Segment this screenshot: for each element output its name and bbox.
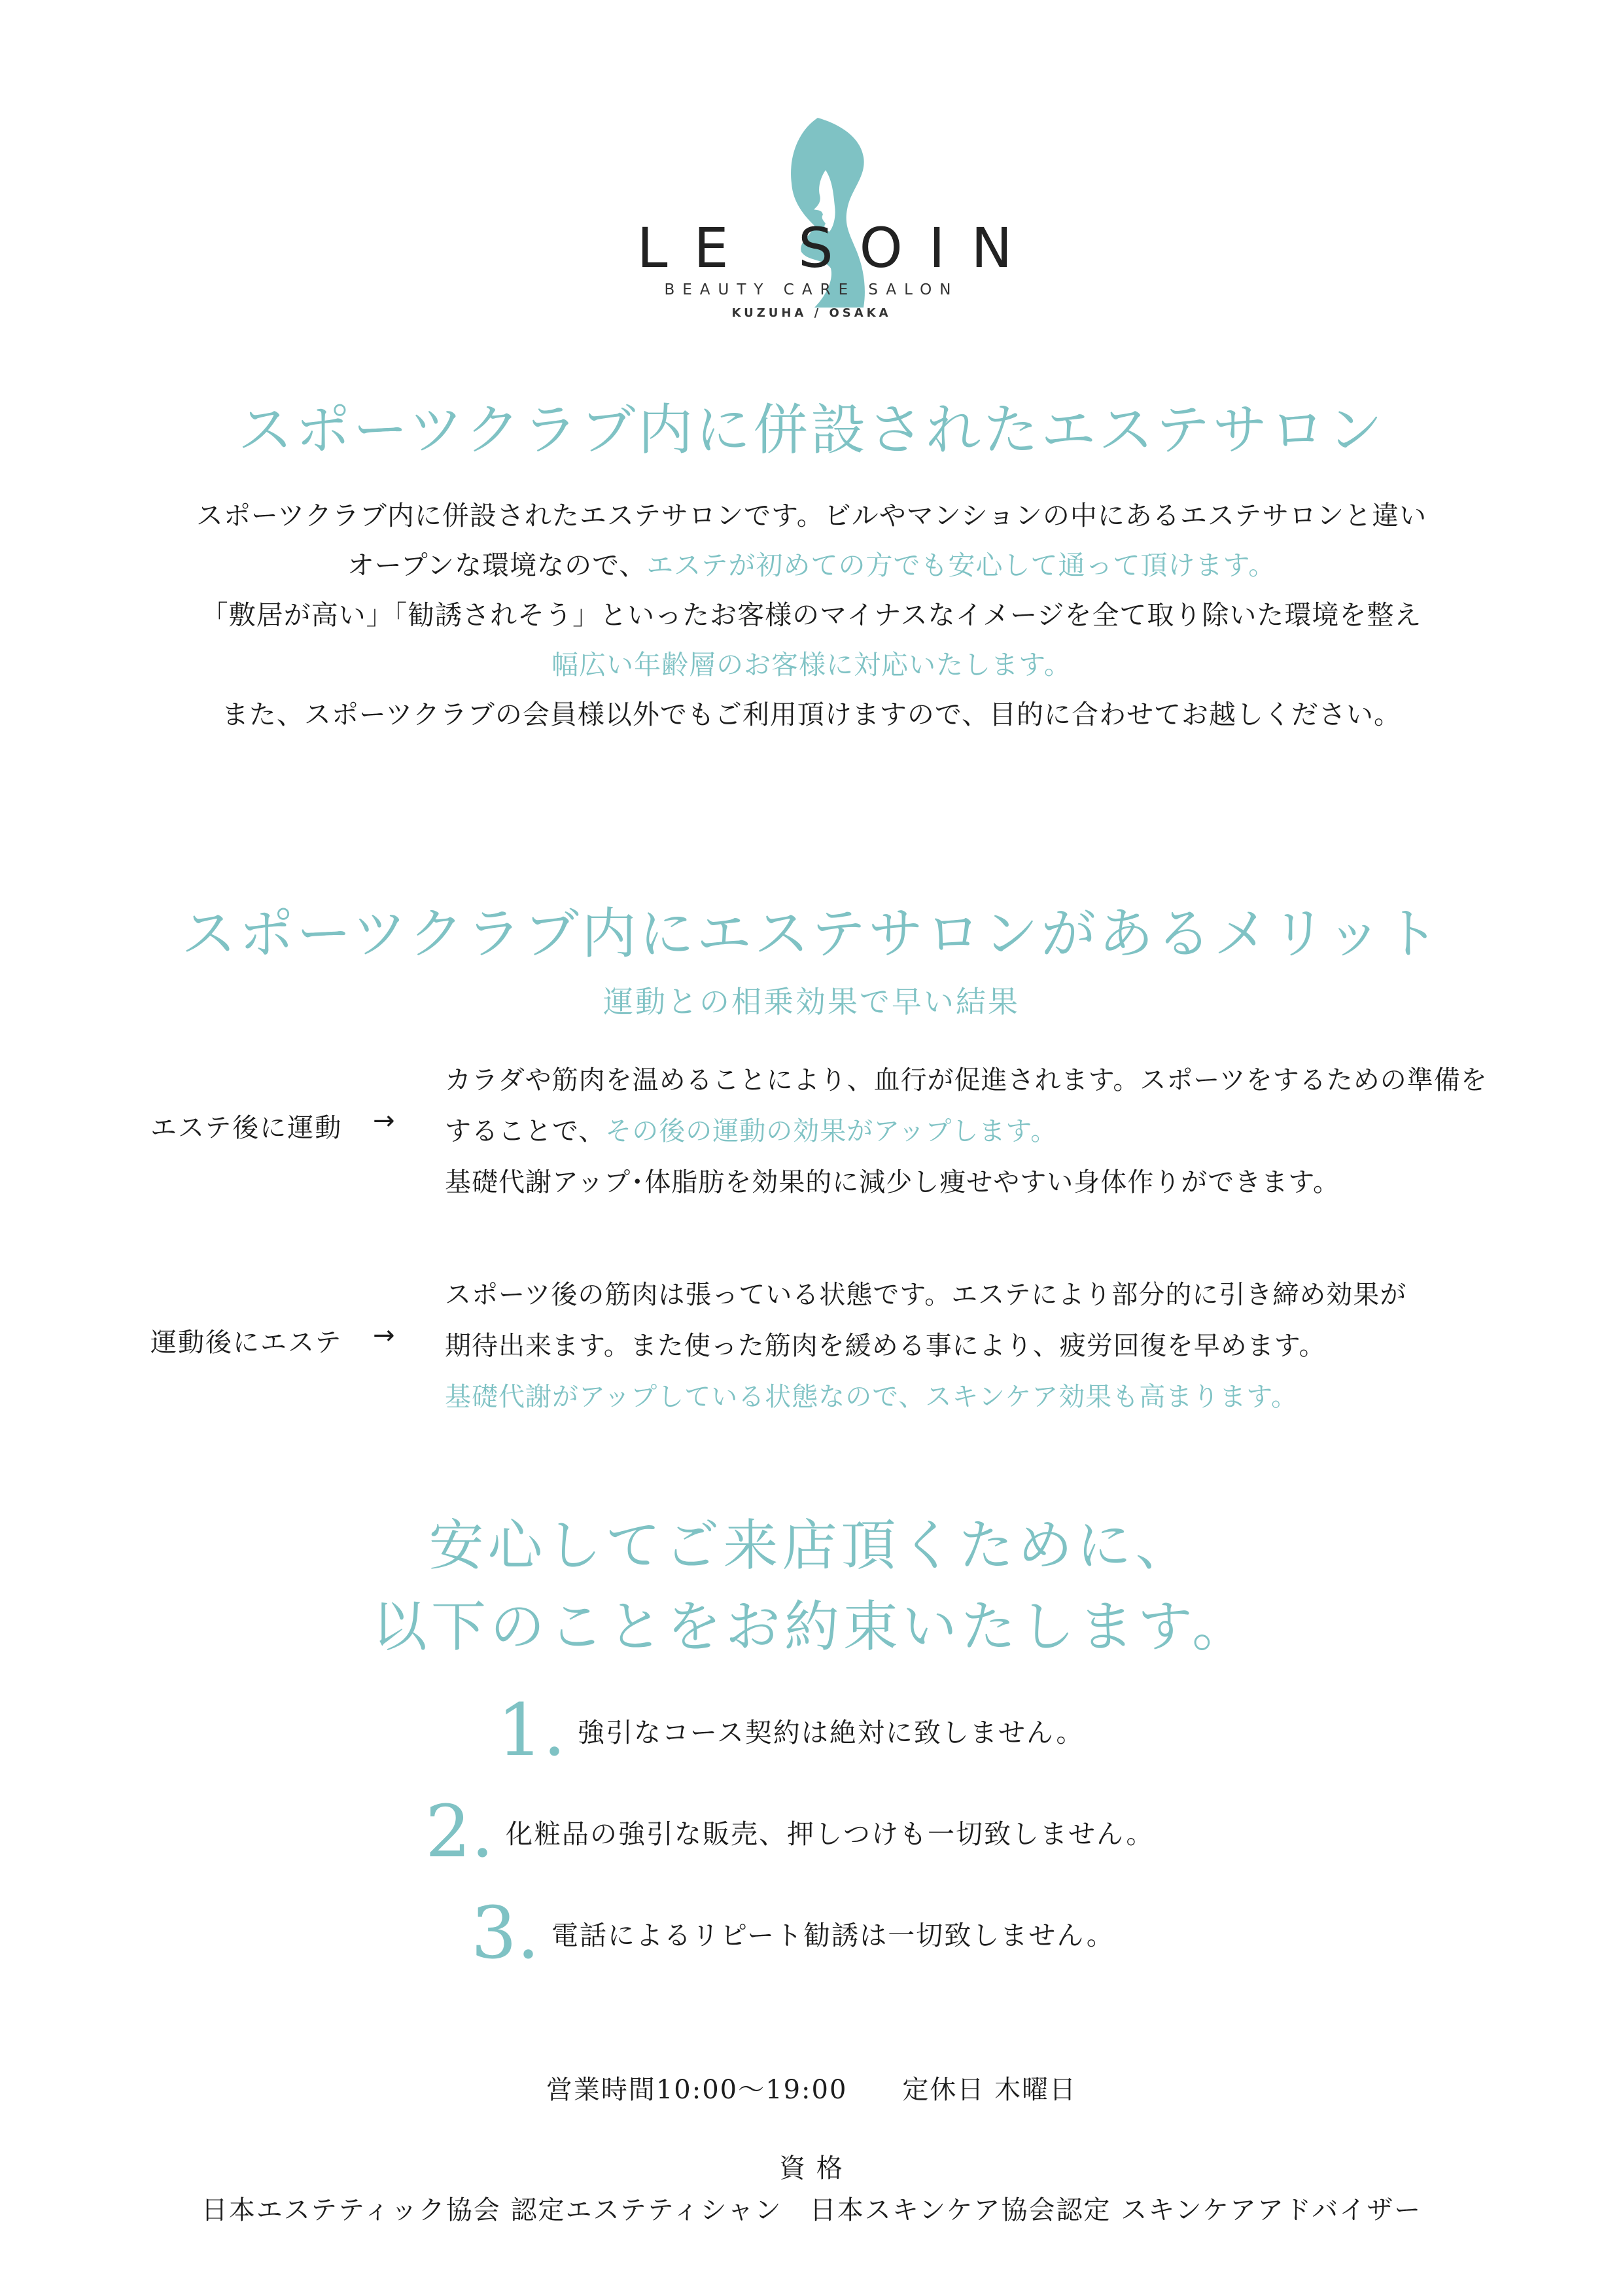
promise-heading: 安心してご来店頂くために、 以下のことをお約束いたします。	[372, 1513, 1251, 1659]
promise-item-1	[497, 1688, 1084, 1772]
merit-label-2: 運動後にエステ	[150, 1328, 343, 1358]
brand-subtitle: BEAUTY CARE SALON	[664, 281, 959, 298]
qualifications: 日本エステティック協会 認定エステティシャン 日本スキンケア協会認定 スキンケアアドバイザー	[201, 2195, 1422, 2225]
brand-location: KUZUHA / OSAKA	[731, 306, 892, 320]
business-hours: 営業時間10:00～19:00 定休日 木曜日	[546, 2075, 1077, 2105]
promise-item-2	[425, 1790, 1154, 1873]
promise-item-3	[471, 1891, 1115, 1975]
brand-name: LE SOIN	[637, 216, 1039, 280]
promise-number: 3.	[471, 1891, 540, 1975]
intro-line-5: また、スポーツクラブの会員様以外でもご利用頂けますので、目的に合わせてお越しください。	[221, 699, 1402, 730]
merit-label-1: エステ後に運動	[150, 1113, 343, 1143]
intro-line-4: 幅広い年齢層のお客様に対応いたします。	[551, 649, 1072, 680]
intro-heading: スポーツクラブ内に併設されたエステサロン	[237, 398, 1386, 462]
intro-line-3: 「敷居が高い」「勧誘されそう」といったお客様のマイナスなイメージを全て取り除いた環境を整え	[201, 599, 1422, 631]
arrow-icon: →	[373, 1320, 395, 1351]
merit-body-2: スポーツ後の筋肉は張っている状態です。エステにより部分的に引き締め効果が 期待出来ます。また使った筋肉を緩める事により、疲労回復を早めます。 基礎代謝がアップしている状態なので、スキンケア効果も高まります。	[445, 1280, 1407, 1412]
promise-number: 1.	[497, 1688, 566, 1772]
merit-heading: スポーツクラブ内にエステサロンがあるメリット	[181, 902, 1442, 966]
arrow-icon: →	[373, 1106, 395, 1136]
intro-line-2: オープンな環境なので、エステが初めての方でも安心して通って頂けます。	[347, 550, 1276, 581]
promise-number: 2.	[425, 1790, 494, 1873]
promise-text: 強引なコース契約は絶対に致しません。	[577, 1716, 1085, 1748]
qualification-heading: 資 格	[779, 2153, 844, 2183]
intro-paragraph	[0, 491, 1623, 739]
promise-text: 電話によるリピート勧誘は一切致しません。	[551, 1919, 1115, 1951]
merit-body-1: カラダや筋肉を温めることにより、血行が促進されます。スポーツをするための準備を することで、その後の運動の効果がアップします。 基礎代謝アップ･体脂肪を効果的に減少し痩せやすい身体作りができます。	[445, 1065, 1488, 1197]
merit-subheading: 運動との相乗効果で早い結果	[603, 984, 1020, 1019]
intro-line-1: スポーツクラブ内に併設されたエステサロンです。ビルやマンションの中にあるエステサロンと違い	[196, 500, 1427, 531]
promise-text: 化粧品の強引な販売、押しつけも一切致しません。	[505, 1818, 1155, 1850]
